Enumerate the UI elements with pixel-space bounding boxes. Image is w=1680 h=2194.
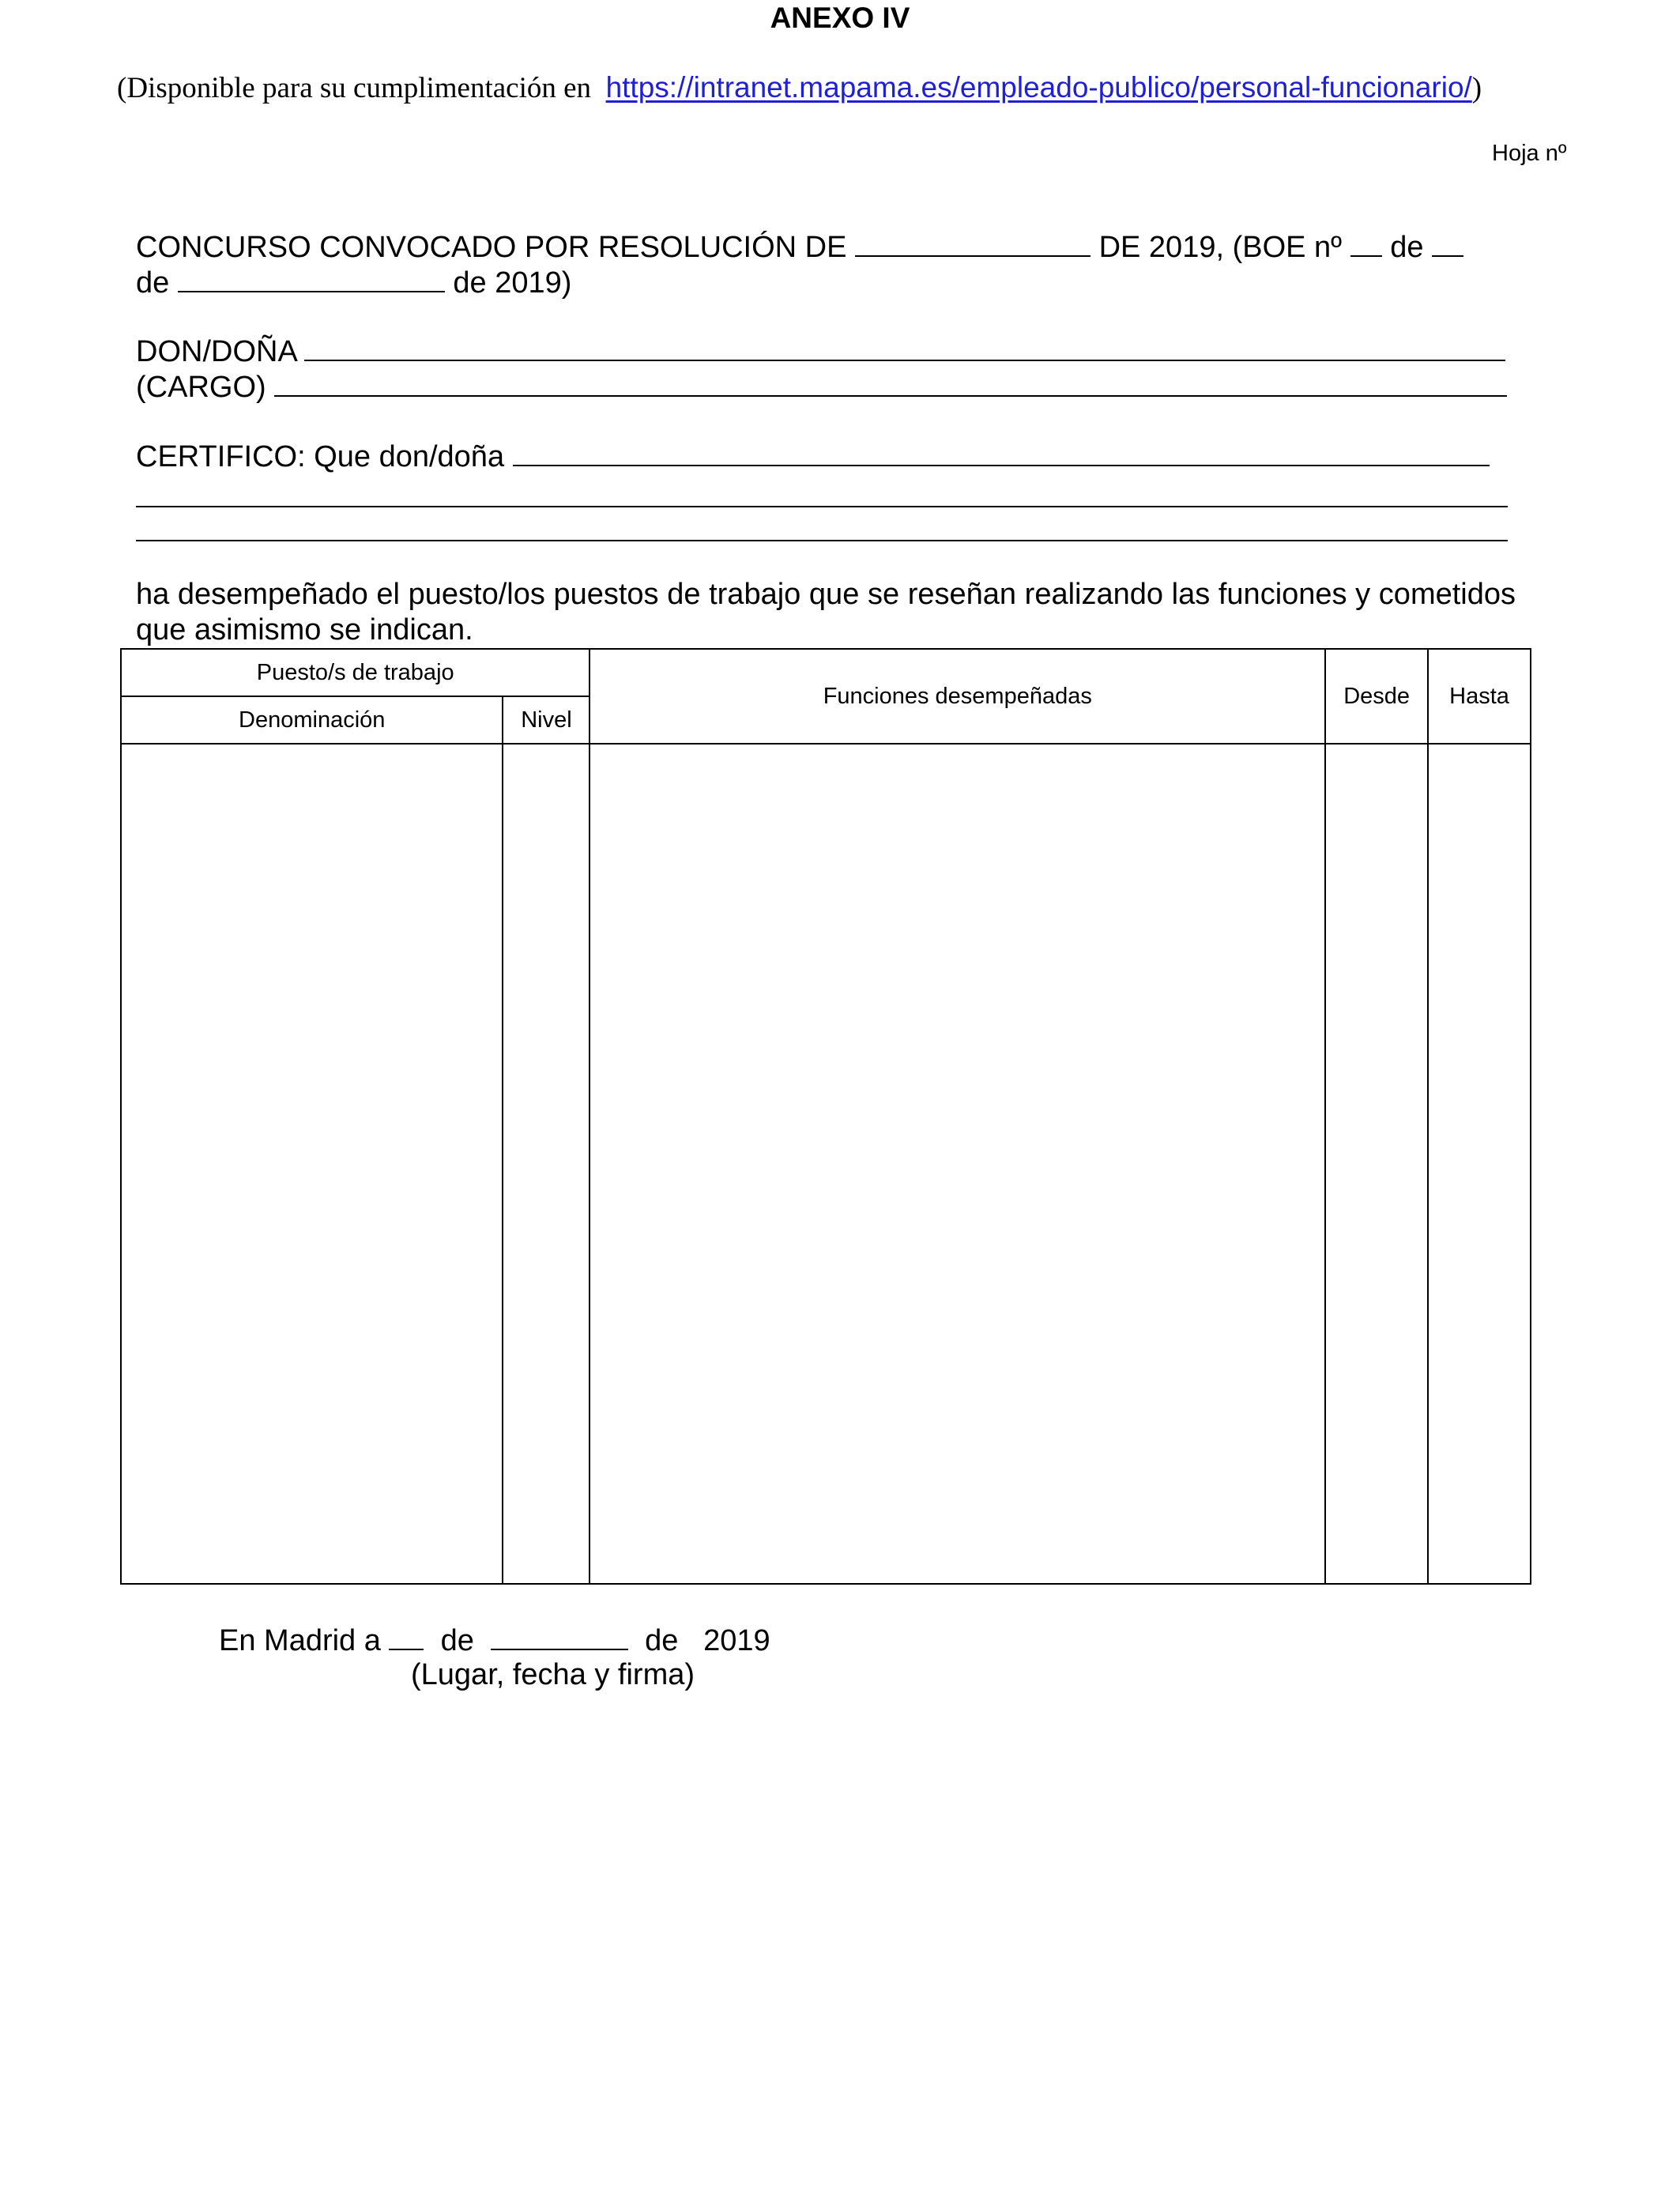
concurso-text-3: de [1390,231,1424,264]
month-field[interactable] [491,1623,628,1650]
denominacion-cell[interactable] [121,744,503,1584]
cargo-field[interactable] [274,369,1507,397]
header-denominacion: Denominación [121,696,503,744]
resolution-date-field[interactable] [855,229,1090,257]
header-desde: Desde [1325,649,1428,744]
header-puestos-trabajo: Puesto/s de trabajo [121,649,590,696]
de-text-1: de [440,1624,474,1657]
de-text-2: de [645,1624,679,1657]
intranet-link[interactable]: https://intranet.mapama.es/empleado-publico/personal-funcionario/ [605,71,1472,104]
positions-table [120,648,1531,1585]
don-label: DON/DOÑA [136,335,296,368]
certifico-label: CERTIFICO: Que don/doña [136,440,505,473]
header-hasta: Hasta [1428,649,1531,744]
header-funciones: Funciones desempeñadas [590,649,1325,744]
cargo-label: (CARGO) [136,371,266,404]
boe-number-field[interactable] [1350,229,1382,257]
don-line [136,334,1505,369]
annex-title: ANEXO IV [770,2,910,34]
boe-day-field[interactable] [1432,229,1463,257]
hasta-cell[interactable] [1428,744,1531,1584]
cargo-line [136,369,1507,405]
boe-month-field[interactable] [178,265,445,292]
nivel-cell[interactable] [503,744,590,1584]
concurso-text-1: CONCURSO CONVOCADO POR RESOLUCIÓN DE [136,231,847,264]
year-text: 2019 [703,1624,770,1657]
certified-person-field[interactable] [513,439,1490,466]
place-prefix: En Madrid a [219,1624,381,1657]
funciones-cell[interactable] [590,744,1325,1584]
concurso-line-1 [136,229,1463,265]
certified-continuation-line-2[interactable] [136,540,1508,541]
certifico-line [136,439,1490,474]
sheet-number-label: Hoja nº [1492,141,1567,166]
concurso-line-2 [136,265,571,300]
header-nivel: Nivel [503,696,590,744]
concurso-line2-prefix: de [136,266,170,300]
certification-paragraph: ha desempeñado el puesto/los puestos de trabajo que se reseñan realizando las funciones y cometidos que asimismo se indican. [136,578,1516,647]
desde-cell[interactable] [1325,744,1428,1584]
availability-suffix: ) [1471,72,1482,104]
availability-prefix: (Disponible para su cumplimentación en [117,72,592,104]
concurso-line2-suffix: de 2019) [453,266,572,300]
day-field[interactable] [389,1623,424,1650]
certified-continuation-line-1[interactable] [136,506,1508,507]
concurso-text-2: DE 2019, (BOE nº [1098,231,1343,264]
place-date-line [219,1623,770,1658]
availability-note [117,71,1482,105]
don-name-field[interactable] [304,334,1505,361]
signature-caption: (Lugar, fecha y firma) [411,1658,695,1691]
